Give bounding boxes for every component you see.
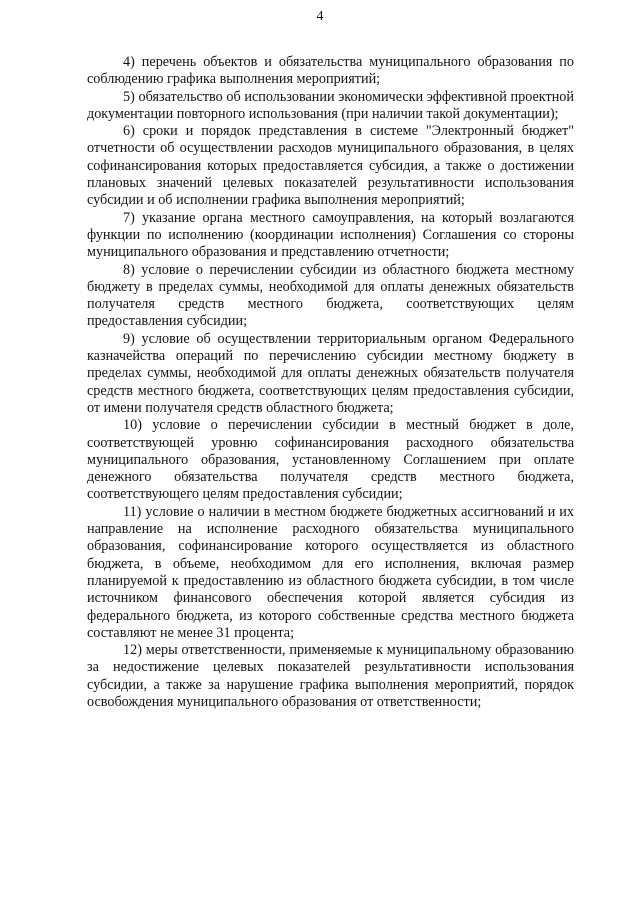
page-number: 4 [316,9,324,24]
paragraph-item-8: 8) условие о перечислении субсидии из областного бюджета местному бюджету в пределах суммы, необходимой для оплаты денежных обязательств получателя средств местного бюджета, соответствующих целям предоставления субсидии; [87,261,574,330]
paragraph-item-10: 10) условие о перечислении субсидии в местный бюджет в доле, соответствующей уровню софинансирования расходного обязательства муниципального образования, установленному Соглашением при оплате денежного обязательства получателя средств местного бюджета, соответствующего целям предоставления субсидии; [87,417,574,503]
paragraph-item-4: 4) перечень объектов и обязательства муниципального образования по соблюдению графика выполнения мероприятий; [87,54,574,88]
paragraph-item-5: 5) обязательство об использовании экономически эффективной проектной документации повторного использования (при наличии такой документации); [87,88,574,122]
paragraph-item-9: 9) условие об осуществлении территориальным органом Федерального казначейства операций по перечислению субсидии местному бюджету в пределах суммы, необходимой для оплаты денежных обязательств получателя средств местного бюджета, соответствующих целям предоставления субсидии, от имени получателя средств областного бюджета; [87,330,574,416]
paragraph-item-11: 11) условие о наличии в местном бюджете бюджетных ассигнований и их направление на исполнение расходного обязательства муниципального образования, софинансирование которого осуществляется из областного бюджета, в объеме, необходимом для его исполнения, включая размер планируемой к предоставлению из областного бюджета субсидии, в том числе источником финансового обеспечения которой является субсидия из федерального бюджета, из которого собственные средства местного бюджета составляют не менее 31 процента; [87,503,574,641]
paragraph-item-7: 7) указание органа местного самоуправления, на который возлагаются функции по исполнению (координации исполнения) Соглашения со стороны муниципального образования и представлению отчетности; [87,209,574,261]
document-body [87,54,574,711]
paragraph-item-12: 12) меры ответственности, применяемые к муниципальному образованию за недостижение целевых показателей результативности использования субсидии, а также за нарушение графика выполнения мероприятий, порядок освобождения муниципального образования от ответственности; [87,642,574,710]
paragraph-item-6: 6) сроки и порядок представления в системе "Электронный бюджет" отчетности об осуществлении расходов муниципального образования, в целях софинансирования которых предоставляется субсидия, а также о достижении плановых значений целевых показателей результативности использования субсидии и об исполнении графика выполнения мероприятий; [87,123,574,209]
